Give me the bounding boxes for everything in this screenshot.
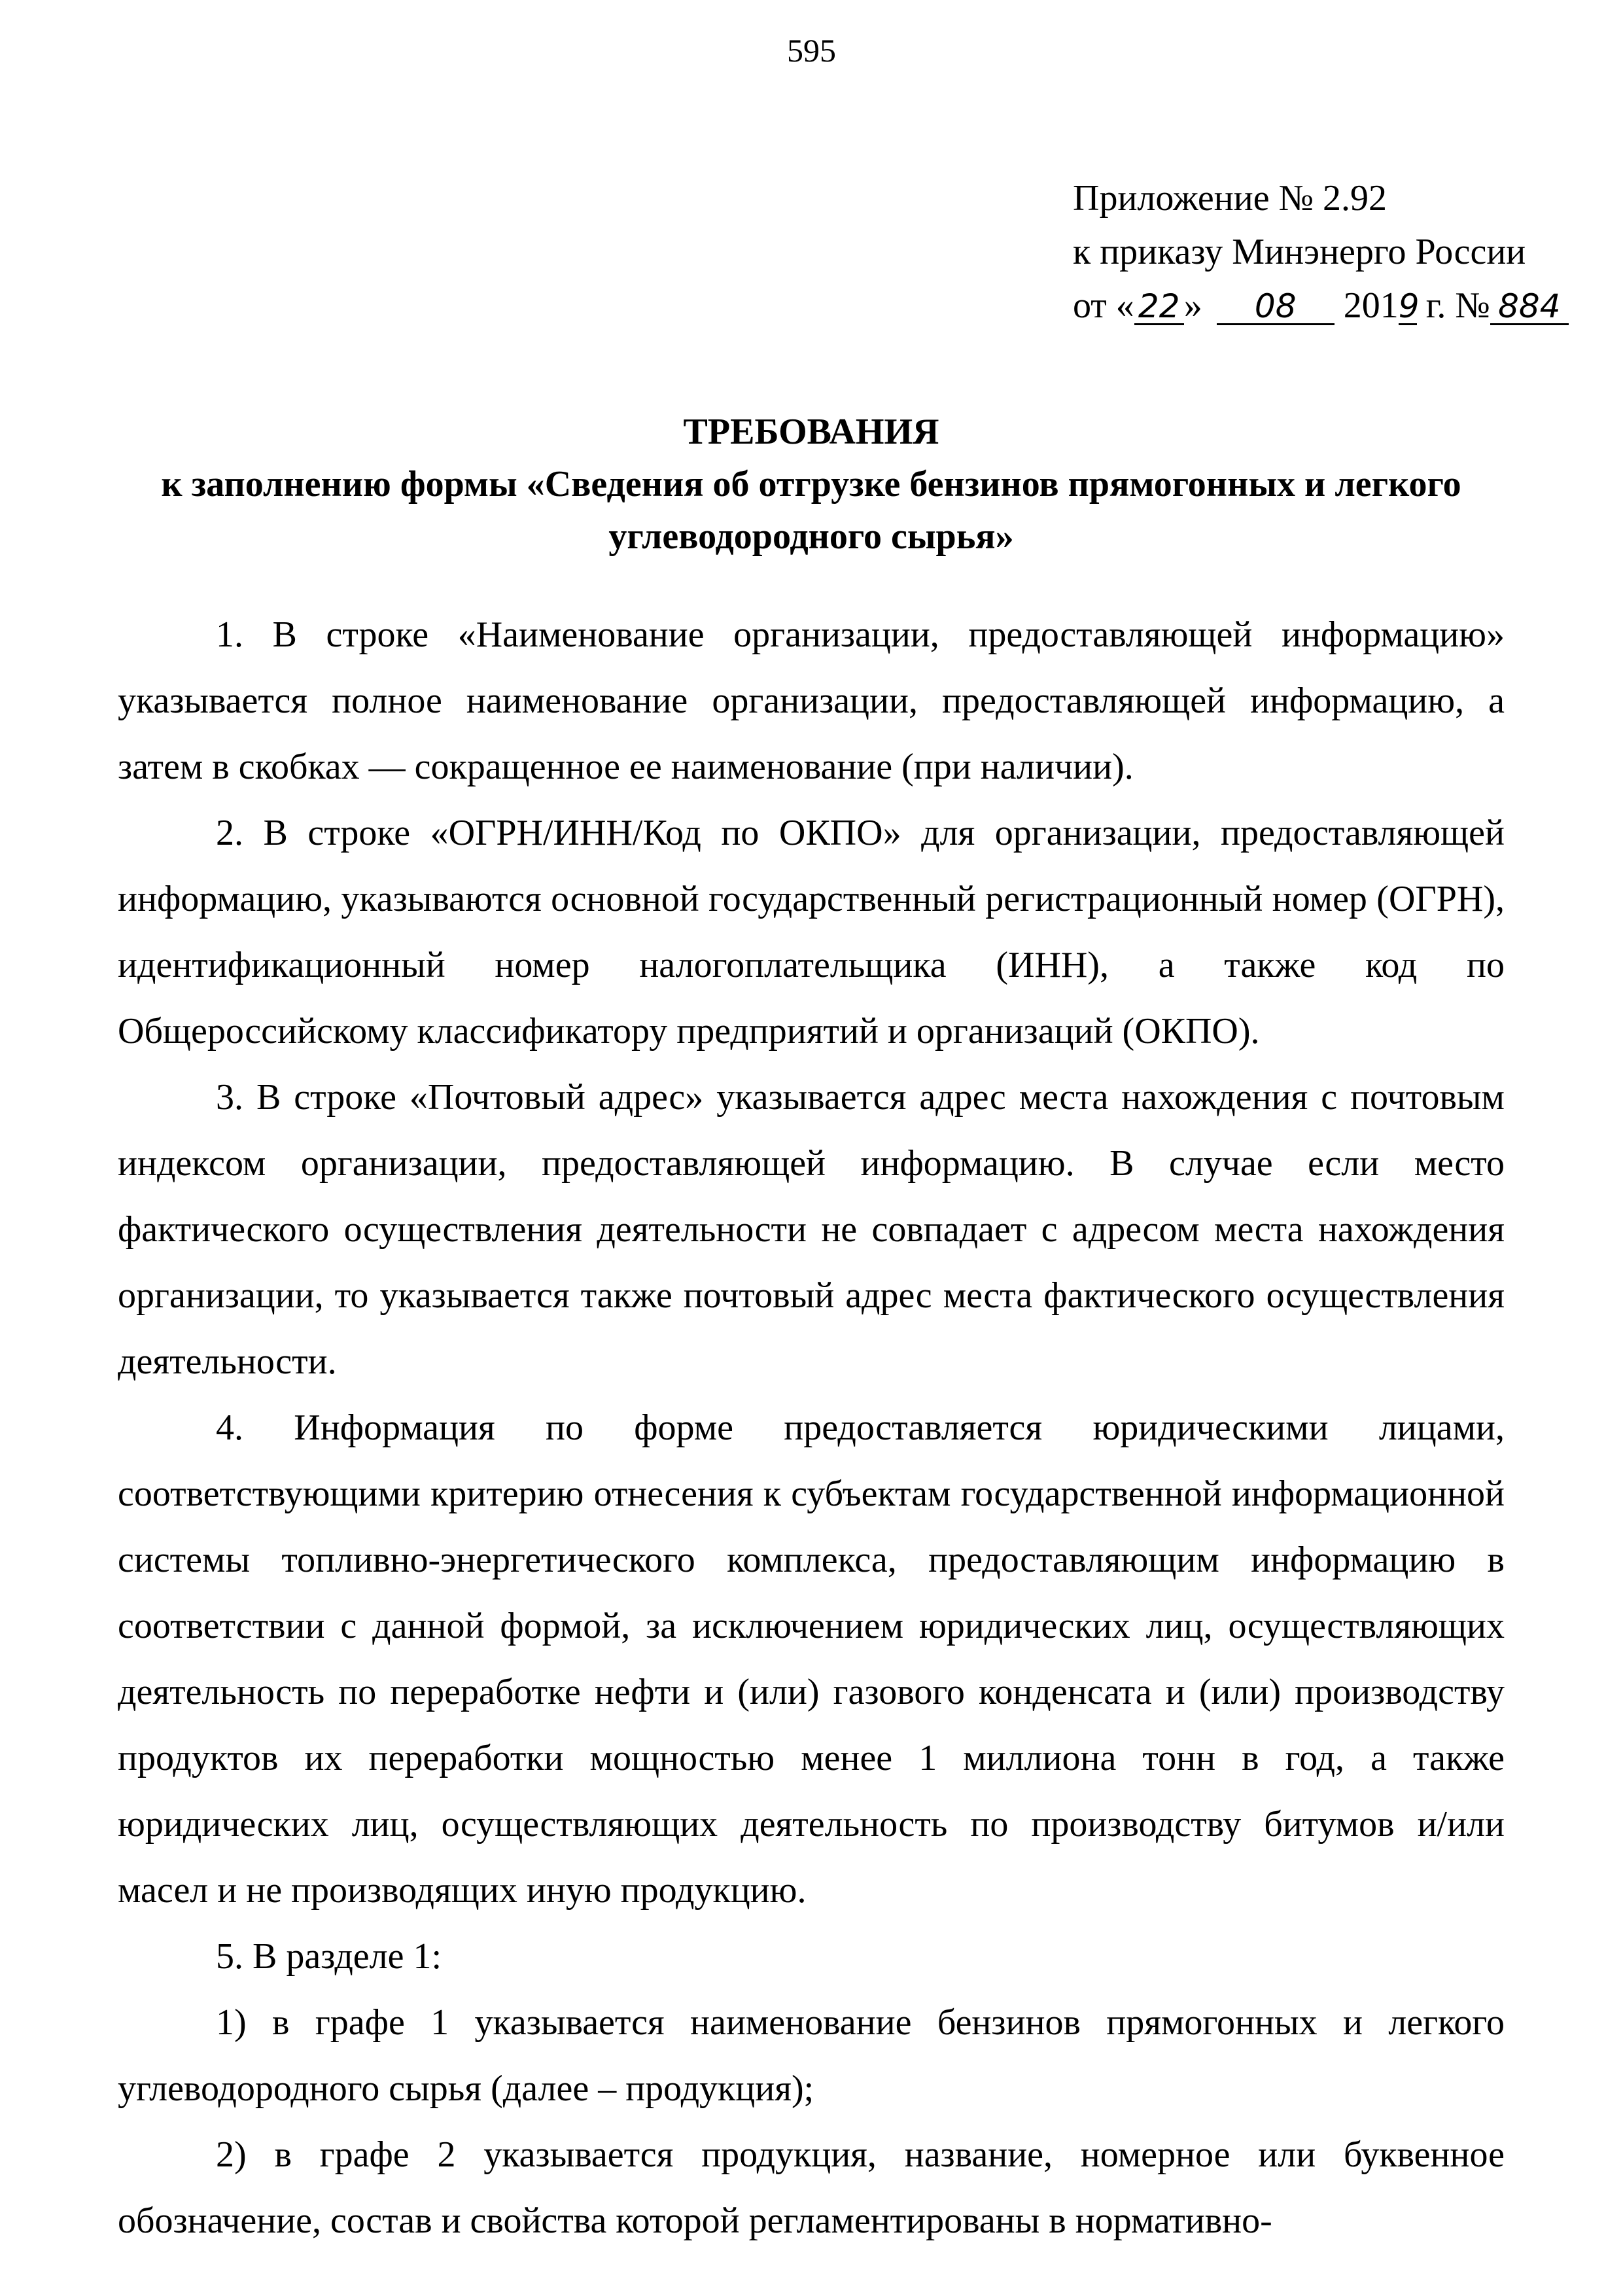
document-body <box>118 602 1505 2254</box>
order-number-handwritten: 884 <box>1490 289 1569 325</box>
paragraph-5: 5. В разделе 1: <box>216 1936 442 1977</box>
paragraph-1: 1. В строке «Наименование организации, предоставляющей информацию» указывается полное наименование организации, предоставляющей информацию, а затем в скобках — сокращенное ее наименование (при наличии). <box>118 614 1505 787</box>
appendix-block <box>1073 171 1569 332</box>
title-line-3: углеводородного сырья» <box>608 516 1014 557</box>
title-line-2: к заполнению формы «Сведения об отгрузке бензинов прямогонных и легкого <box>161 464 1461 504</box>
date-year-suffix: г. № <box>1416 285 1490 326</box>
paragraph-5-item-2: 2) в графе 2 указывается продукция, название, номерное или буквенное обозначение, состав и свойства которой регламентированы в нормативно- <box>118 2134 1505 2241</box>
date-year-handwritten: 9 <box>1398 287 1420 325</box>
page-number: 595 <box>787 32 836 69</box>
paragraph-4: 4. Информация по форме предоставляется юридическими лицами, соответствующими критерию отнесения к субъектам государственной информационной системы топливно-энергетического комплекса, предоставляющим информацию в соответствии с данной формой, за исключением юридических лиц, осуществляющих деятельность по переработке нефти и (или) газового конденсата и (или) производству продуктов их переработки мощностью менее 1 миллиона тонн в год, а также юридических лиц, осуществляющих деятельность по производству битумов и/или масел и не производящих иную продукцию. <box>118 1407 1505 1911</box>
date-mid: » <box>1183 285 1202 326</box>
date-day-handwritten: 22 <box>1134 289 1184 325</box>
paragraph-3: 3. В строке «Почтовый адрес» указывается адрес места нахождения с почтовым индексом организации, предоставляющей информацию. В случае если место фактического осуществления деятельности не совпадает с адресом места нахождения организации, то указывается также почтовый адрес места фактического осуществления деятельности. <box>118 1077 1505 1382</box>
paragraph-5-item-1: 1) в графе 1 указывается наименование бензинов прямогонных и легкого углеводородного сырья (далее – продукция); <box>118 2002 1505 2109</box>
title-heading: ТРЕБОВАНИЯ <box>683 412 939 452</box>
document-title <box>92 406 1531 563</box>
appendix-order-ref: к приказу Минэнерго России <box>1073 232 1526 272</box>
date-year-prefix: 201 <box>1343 285 1399 326</box>
date-prefix: от « <box>1073 285 1134 326</box>
appendix-title: Приложение № 2.92 <box>1073 178 1387 219</box>
paragraph-2: 2. В строке «ОГРН/ИНН/Код по ОКПО» для организации, предоставляющей информацию, указываются основной государственный регистрационный номер (ОГРН), идентификационный номер налогоплательщика (ИНН), а также код по Общероссийскому классификатору предприятий и организаций (ОКПО). <box>118 813 1505 1051</box>
appendix-date-line <box>1073 279 1569 332</box>
date-month-handwritten: 08 <box>1217 289 1335 325</box>
